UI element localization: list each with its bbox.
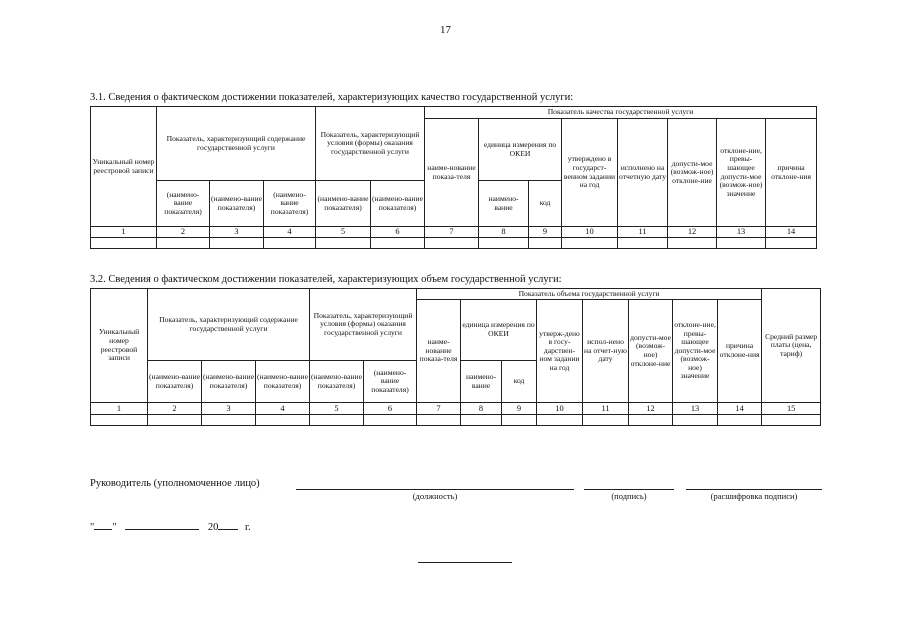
empty-cell[interactable] <box>766 238 817 249</box>
quality-indicator-group: Показатель качества государственной услуги <box>425 107 817 119</box>
empty-data-row <box>91 415 821 426</box>
column-number: 9 <box>502 403 537 415</box>
head-label: Руководитель (уполномоченное лицо) <box>90 478 260 489</box>
sub-indicator-name: (наимено-вание показателя) <box>364 361 417 403</box>
empty-cell[interactable] <box>762 415 821 426</box>
column-number: 10 <box>562 227 618 238</box>
column-number: 11 <box>583 403 629 415</box>
empty-cell[interactable] <box>91 238 157 249</box>
sub-indicator-name: (наимено-вание показателя) <box>202 361 256 403</box>
year-prefix: 20 <box>207 522 219 533</box>
empty-cell[interactable] <box>364 415 417 426</box>
empty-cell[interactable] <box>264 238 316 249</box>
page-number: 17 <box>440 24 451 36</box>
date-line <box>90 517 251 533</box>
empty-cell[interactable] <box>310 415 364 426</box>
close-quote: " <box>112 522 117 533</box>
col-deviation-reason: причина отклоне-ния <box>718 300 762 403</box>
empty-cell[interactable] <box>316 238 371 249</box>
col-approved: утверждено в государст-венном задании на год <box>562 119 618 227</box>
column-number: 15 <box>762 403 821 415</box>
empty-cell[interactable] <box>148 415 202 426</box>
column-number: 12 <box>629 403 673 415</box>
col-conditions-indicator: Показатель, характеризующий условия (формы) оказания государственной услуги <box>316 107 425 181</box>
column-number: 1 <box>91 403 148 415</box>
column-number: 14 <box>766 227 817 238</box>
col-unique-record: Уникальный номер реестровой записи <box>91 107 157 227</box>
col-unique-record: Уникальный номер реестровой записи <box>91 289 148 403</box>
column-number: 11 <box>618 227 668 238</box>
column-number-row <box>91 227 817 238</box>
col-unit-code: код <box>529 181 562 227</box>
empty-cell[interactable] <box>718 415 762 426</box>
column-number: 4 <box>256 403 310 415</box>
column-number: 9 <box>529 227 562 238</box>
col-unit-okei: единица измерения по ОКЕИ <box>479 119 562 181</box>
col-deviation-reason: причина отклоне-ния <box>766 119 817 227</box>
col-excess-deviation: отклоне-ние, превы-шающее допусти-мое (возмож-ное) значение <box>717 119 766 227</box>
col-unit-name: наимено-вание <box>479 181 529 227</box>
empty-cell[interactable] <box>202 415 256 426</box>
col-indicator-name: наиме-нование показа-теля <box>425 119 479 227</box>
volume-indicator-group: Показатель объема государственной услуги <box>417 289 762 300</box>
quality-table <box>90 106 817 249</box>
column-number: 8 <box>461 403 502 415</box>
column-number-row <box>91 403 821 415</box>
footer-divider <box>418 562 512 563</box>
column-number: 14 <box>718 403 762 415</box>
col-unit-code: код <box>502 361 537 403</box>
column-number: 13 <box>673 403 718 415</box>
column-number: 6 <box>371 227 425 238</box>
col-conditions-indicator: Показатель, характеризующий условия (формы) оказания государственной услуги <box>310 289 417 361</box>
col-indicator-name: наиме-нование показа-теля <box>417 300 461 403</box>
day-field[interactable] <box>94 517 112 530</box>
empty-cell[interactable] <box>562 238 618 249</box>
column-number: 4 <box>264 227 316 238</box>
column-number: 1 <box>91 227 157 238</box>
empty-cell[interactable] <box>717 238 766 249</box>
empty-cell[interactable] <box>529 238 562 249</box>
month-field[interactable] <box>125 517 199 530</box>
year-field[interactable] <box>218 517 238 530</box>
sub-indicator-name: (наимено-вание показателя) <box>310 361 364 403</box>
col-content-indicator: Показатель, характеризующий содержание государственной услуги <box>157 107 316 181</box>
column-number: 7 <box>425 227 479 238</box>
col-unit-okei: единица измерения по ОКЕИ <box>461 300 537 361</box>
column-number: 2 <box>148 403 202 415</box>
sub-indicator-name: (наимено-вание показателя) <box>316 181 371 227</box>
column-number: 6 <box>364 403 417 415</box>
col-average-price: Средний размер платы (цена, тариф) <box>762 289 821 403</box>
empty-cell[interactable] <box>629 415 673 426</box>
empty-cell[interactable] <box>479 238 529 249</box>
empty-data-row <box>91 238 817 249</box>
sub-indicator-name: (наимено-вание показателя) <box>371 181 425 227</box>
decode-line[interactable] <box>686 489 822 490</box>
col-allowed-deviation: допусти-мое (возмож-ное) отклоне-ние <box>668 119 717 227</box>
column-number: 10 <box>537 403 583 415</box>
empty-cell[interactable] <box>502 415 537 426</box>
sub-indicator-name: (наимено-вание показателя) <box>148 361 202 403</box>
empty-cell[interactable] <box>668 238 717 249</box>
signature-caption: (подпись) <box>611 491 647 501</box>
empty-cell[interactable] <box>91 415 148 426</box>
sub-indicator-name: (наимено-вание показателя) <box>264 181 316 227</box>
col-allowed-deviation: допусти-мое (возмож-ное) отклоне-ние <box>629 300 673 403</box>
empty-cell[interactable] <box>417 415 461 426</box>
empty-cell[interactable] <box>371 238 425 249</box>
empty-cell[interactable] <box>673 415 718 426</box>
year-suffix: г. <box>244 522 251 533</box>
column-number: 13 <box>717 227 766 238</box>
sub-indicator-name: (наимено-вание показателя) <box>157 181 210 227</box>
col-content-indicator: Показатель, характеризующий содержание государственной услуги <box>148 289 310 361</box>
empty-cell[interactable] <box>461 415 502 426</box>
column-number: 3 <box>202 403 256 415</box>
col-unit-name: наимено-вание <box>461 361 502 403</box>
column-number: 5 <box>316 227 371 238</box>
empty-cell[interactable] <box>618 238 668 249</box>
open-quote: " <box>90 522 95 533</box>
column-number: 3 <box>210 227 264 238</box>
column-number: 2 <box>157 227 210 238</box>
decode-caption: (расшифровка подписи) <box>710 491 798 501</box>
column-number: 7 <box>417 403 461 415</box>
col-executed: испол-нено на отчет-ную дату <box>583 300 629 403</box>
volume-table <box>90 288 821 426</box>
column-number: 12 <box>668 227 717 238</box>
empty-cell[interactable] <box>256 415 310 426</box>
column-number: 5 <box>310 403 364 415</box>
col-approved: утверж-дено в госу-дарствен-ном задании на год <box>537 300 583 403</box>
section-1-title: 3.1. Сведения о фактическом достижении показателей, характеризующих качество государственной услуги: <box>90 92 574 103</box>
col-excess-deviation: отклоне-ние, превы-шающее допусти-мое (возмож-ное) значение <box>673 300 718 403</box>
section-2-title: 3.2. Сведения о фактическом достижении показателей, характеризующих объем государственной услуги: <box>90 274 562 285</box>
signature-line[interactable] <box>584 489 674 490</box>
empty-cell[interactable] <box>210 238 264 249</box>
col-executed: исполнено на отчетную дату <box>618 119 668 227</box>
sub-indicator-name: (наимено-вание показателя) <box>256 361 310 403</box>
sub-indicator-name: (наимено-вание показателя) <box>210 181 264 227</box>
empty-cell[interactable] <box>157 238 210 249</box>
empty-cell[interactable] <box>537 415 583 426</box>
column-number: 8 <box>479 227 529 238</box>
empty-cell[interactable] <box>425 238 479 249</box>
position-line[interactable] <box>296 489 574 490</box>
empty-cell[interactable] <box>583 415 629 426</box>
position-caption: (должность) <box>412 491 458 501</box>
